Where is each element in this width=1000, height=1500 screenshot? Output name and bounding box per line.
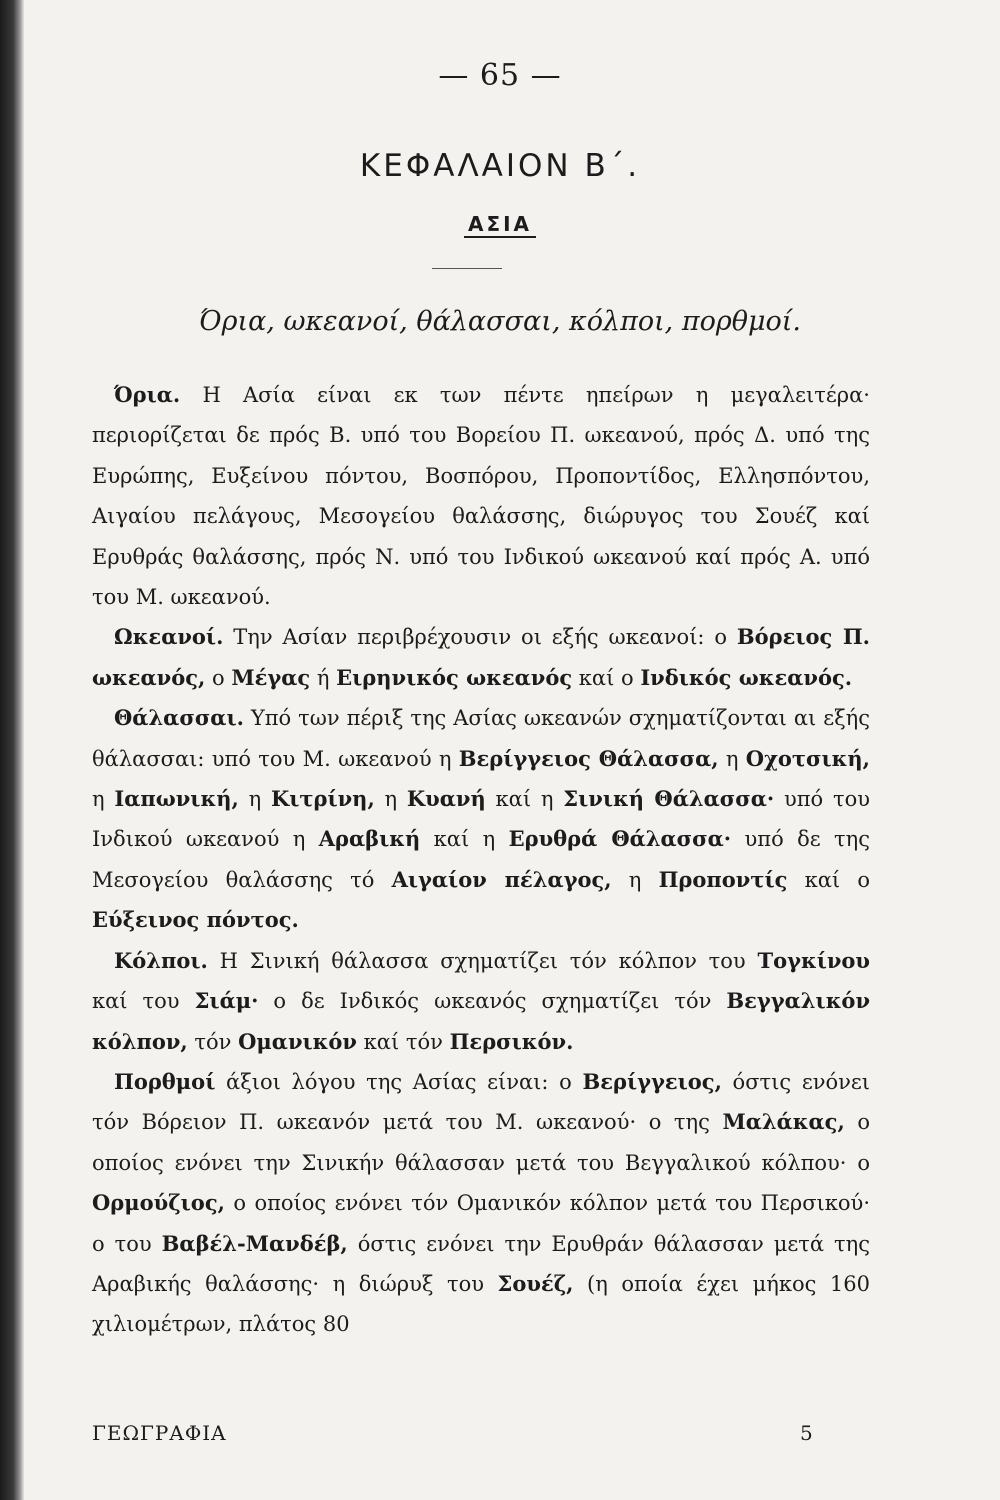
text-run: Η Σινική θάλασσα σχηματίζει τόν κόλπον του <box>207 948 758 973</box>
text-run: άξιοι λόγου της Ασίας είναι: ο <box>215 1069 583 1094</box>
section-subtitle: Όρια, ωκεανοί, θάλασσαι, κόλποι, πορθμοί. <box>199 306 801 337</box>
bold-term: Μέγας <box>231 664 311 690</box>
bold-term: Σιάμ· <box>194 988 259 1014</box>
paragraph-thalassai <box>92 698 870 940</box>
paragraph-head: Ωκεανοί. <box>114 624 224 650</box>
text-run: η <box>92 787 115 812</box>
text-run: η <box>238 787 271 812</box>
footer-sheet-number: 5 <box>800 1421 813 1445</box>
chapter-heading: ΚΕΦΑΛΑΙΟΝ Β΄. <box>359 148 641 184</box>
text-run: η <box>374 787 407 812</box>
bold-term: Αραβική <box>318 826 421 852</box>
bold-term: Κυανή <box>406 786 486 812</box>
bold-term: Σουέζ, <box>497 1270 574 1296</box>
bold-term: Ιαπωνική, <box>114 786 239 812</box>
paragraph-head: Θάλασσαι. <box>114 705 244 731</box>
bold-term: Κιτρίνη, <box>270 786 375 812</box>
section-heading <box>0 212 1000 236</box>
text-run: ή <box>310 665 337 690</box>
paragraph-head: Όρια. <box>114 382 181 407</box>
bold-term: Ομανικόν <box>238 1028 357 1054</box>
text-run: καί του <box>92 989 195 1014</box>
bold-term: Βεγγαλικόν κόλπον, <box>92 988 871 1054</box>
body-text <box>92 375 870 1345</box>
paragraph-porthmoi <box>92 1062 870 1345</box>
bold-term: Οχοτσική, <box>745 745 870 771</box>
bold-term: Αιγαίον πέλαγος, <box>391 866 612 892</box>
bold-term: Ορμούζιος, <box>92 1190 225 1216</box>
page-number: — 65 — <box>438 58 562 93</box>
footer-signature: ΓΕΩΓΡΑΦΙΑ <box>92 1421 227 1445</box>
text-run: η <box>611 867 659 892</box>
paragraph-okeanoi <box>92 617 870 698</box>
text-run: υπό του Ινδικού ωκεανού η <box>92 787 870 852</box>
text-run: όστις ενόνει την Ερυθράν θάλασσαν μετά της Αραβικής θαλάσσης· η διώρυξ του <box>92 1231 870 1296</box>
paragraph-head: Πορθμοί <box>114 1068 216 1094</box>
bold-term: Βερίγγειος Θάλασσα, <box>458 745 719 771</box>
bold-term: Εύξεινος πόντος. <box>92 907 299 933</box>
text-run: ο δε Ινδικός ωκεανός σχηματίζει τόν <box>258 989 727 1014</box>
text-run: υπό δε της Μεσογείου θαλάσσης τό <box>92 827 870 892</box>
paragraph-head: Κόλποι. <box>114 947 208 973</box>
bold-term: Προποντίς <box>658 866 788 892</box>
text-run: (η οποία έχει μήκος 160 χιλιομέτρων, πλάτος 80 <box>92 1271 870 1337</box>
text-run: καί η <box>485 787 564 812</box>
bold-term: Μαλάκας, <box>722 1109 845 1135</box>
text-run: καί τόν <box>357 1029 450 1054</box>
text-run: καί ο <box>787 867 870 892</box>
text-run: Υπό των πέριξ της Ασίας ωκεανών σχηματίζονται αι εξής θάλασσαι: υπό του Μ. ωκεανού η <box>92 706 870 771</box>
bold-term: Σινική Θάλασσα· <box>563 786 775 812</box>
bold-term: Βαβέλ-Μανδέβ, <box>161 1230 348 1256</box>
divider-rule <box>432 268 502 269</box>
text-run: ο οποίος ενόνει τόν Ομανικόν κόλπον μετά του Περσικού· ο του <box>92 1191 870 1256</box>
text-run: η <box>718 746 746 771</box>
bold-term: Βερίγγειος, <box>582 1068 722 1094</box>
paragraph-text: Η Ασία είναι εκ των πέντε ηπείρων η μεγαλειτέρα· περιορίζεται δε πρός Β. υπό του Βορείου Π. ωκεανού, πρός Δ. υπό της Ευρώπης, Ευξείνου πόντου, Βοσπόρου, Προποντίδος, Ελλησπόντου, Αιγαίου πελάγους, Μεσογείου θαλάσσης, διώρυγος του Σουέζ καί Ερυθράς θαλάσσης, πρός Ν. υπό του Ινδικού ωκεανού καί πρός Α. υπό του Μ. ωκεανού. <box>92 383 870 610</box>
bold-term: Ειρηνικός ωκεανός <box>336 664 573 690</box>
text-run: ο οποίος ενόνει την Σινικήν θάλασσαν μετά του Βεγγαλικού κόλπου· ο <box>92 1110 870 1175</box>
text-run: όστις ενόνει τόν Βόρειον Π. ωκεανόν μετά του Μ. ωκεανού· ο της <box>92 1069 870 1135</box>
bold-term: Περσικόν. <box>449 1028 574 1054</box>
bold-term: Βόρειος Π. ωκεανός, <box>92 624 870 690</box>
bold-term: Ερυθρά Θάλασσα· <box>508 826 732 852</box>
text-run: Την Ασίαν περιβρέχουσιν οι εξής ωκεανοί: ο <box>223 625 737 650</box>
text-run: καί η <box>420 827 509 852</box>
paragraph-oria <box>92 375 870 617</box>
paragraph-kolpoi <box>92 941 870 1062</box>
bold-term: Ινδικός ωκεανός. <box>640 664 853 690</box>
text-run: ο <box>205 665 232 690</box>
text-run: καί ο <box>572 665 641 690</box>
section-heading-text: ΑΣΙΑ <box>464 212 536 238</box>
text-run: τόν <box>187 1029 239 1054</box>
bold-term: Τογκίνου <box>757 947 870 973</box>
